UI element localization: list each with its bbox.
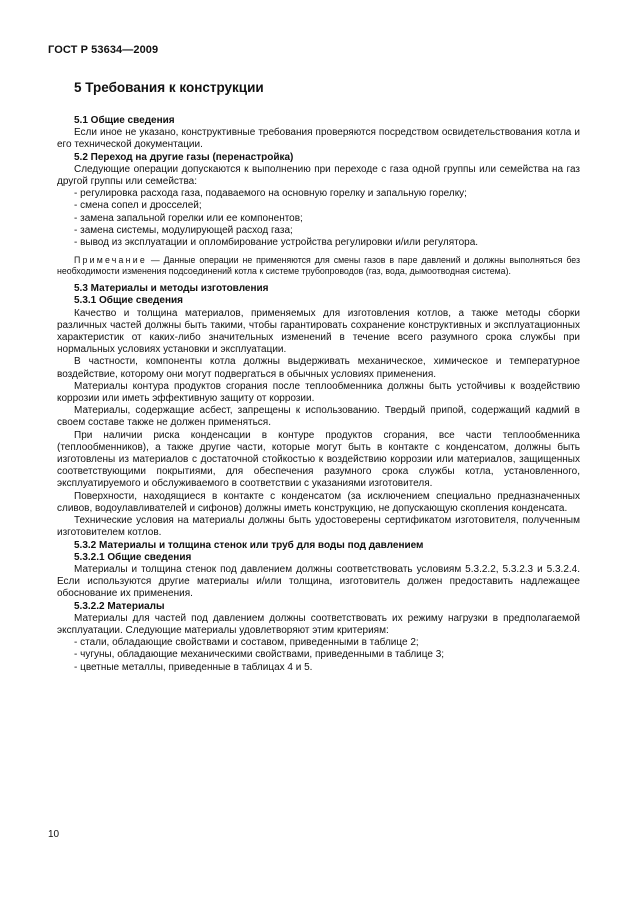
subsection-title-5-3: 5.3 Материалы и методы изготовления	[74, 283, 269, 295]
paragraph: Если иное не указано, конструктивные требования проверяются посредством освидетельствования котла и его технической документации.	[57, 127, 580, 151]
paragraph: Материалы и толщина стенок под давлением должны соответствовать условиям 5.3.2.2, 5.3.2.3 и 5.3.2.4. Если используются другие материалы и/или толщина, изготовитель должен предоставить надлежащее обоснование их применения.	[57, 563, 580, 600]
list-item: - регулировка расхода газа, подаваемого на основную горелку и запальную горелку;	[74, 188, 467, 200]
list-item: - замена системы, модулирующей расход газа;	[74, 224, 293, 236]
note-text: — Данные операции не применяются для смены газов в паре давлений и должны выполняться без необходимости изменения подсоединений котла к системе трубопроводов (газ, вода, дымоотводная система).	[57, 255, 580, 277]
paragraph: Материалы, содержащие асбест, запрещены к использованию. Твердый припой, содержащий кадмий в своем составе также не должен применяться.	[57, 405, 580, 429]
page-content	[57, 80, 580, 674]
paragraph: В частности, компоненты котла должны выдерживать механическое, химическое и температурное воздействие, которому они могут подвергаться в обычных условиях применения.	[57, 356, 580, 380]
subsection-title-5-3-2-1: 5.3.2.1 Общие сведения	[74, 551, 192, 563]
section-title: 5 Требования к конструкции	[74, 80, 264, 95]
list-item: - вывод из эксплуатации и опломбирование устройства регулировки и/или регулятора.	[74, 237, 479, 249]
list-item: - цветные металлы, приведенные в таблицах 4 и 5.	[74, 661, 313, 673]
paragraph: Технические условия на материалы должны быть удостоверены сертификатом изготовителя, полученным изготовителем котлов.	[57, 515, 580, 539]
list-item: - смена сопел и дросселей;	[74, 200, 202, 212]
list-item: - замена запальной горелки или ее компонентов;	[74, 212, 303, 224]
list-item: - чугуны, обладающие механическими свойствами, приведенными в таблице 3;	[74, 649, 445, 661]
paragraph: При наличии риска конденсации в контуре продуктов сгорания, все части теплообменника (теплообменников), а также другие части, которые могут быть в контакте с конденсатом, должны быть изготовлены из материалов с достаточной стойкостью к воздействию коррозии или материалов, защищенных соответствующими покрытиями, для обеспечения разумного срока службы котла, установленного, эксплуатируемого и обслуживаемого в соответствии с указаниями изготовителя.	[57, 429, 580, 490]
subsection-title-5-3-1: 5.3.1 Общие сведения	[74, 295, 183, 307]
paragraph: Качество и толщина материалов, применяемых для изготовления котлов, а также методы сборки различных частей должны быть такими, чтобы гарантировать сохранение конструктивных и эксплуатационных характеристик от каких-либо значительных изменений в течение всего разумного срока службы при нормальных условиях установки и эксплуатации.	[57, 307, 580, 356]
note-label: Примечание	[74, 255, 147, 266]
paragraph: Поверхности, находящиеся в контакте с конденсатом (за исключением специально предназначенных сливов, водоулавливателей и сифонов) должны иметь конструкцию, не допускающую скопления конденсата.	[57, 490, 580, 514]
document-header: ГОСТ Р 53634—2009	[48, 44, 159, 56]
paragraph: Материалы для частей под давлением должны соответствовать их режиму нагрузки в предполагаемой эксплуатации. Следующие материалы удовлетворяют этим критериям:	[57, 612, 580, 636]
note	[57, 255, 580, 277]
subsection-title-5-3-2-2: 5.3.2.2 Материалы	[74, 600, 165, 612]
paragraph: Следующие операции допускаются к выполнению при переходе с газа одной группы или семейства на газ другой группы или семейства:	[57, 163, 580, 188]
subsection-title-5-1: 5.1 Общие сведения	[74, 115, 175, 126]
page-number: 10	[48, 829, 60, 840]
list-item: - стали, обладающие свойствами и составом, приведенными в таблице 2;	[74, 637, 419, 649]
subsection-title-5-3-2: 5.3.2 Материалы и толщина стенок или труб для воды под давлением	[74, 539, 424, 551]
paragraph: Материалы контура продуктов сгорания после теплообменника должны быть устойчивы к воздействию коррозии или иметь эффективную защиту от коррозии.	[57, 380, 580, 405]
subsection-title-5-2: 5.2 Переход на другие газы (перенастройка)	[74, 151, 294, 163]
